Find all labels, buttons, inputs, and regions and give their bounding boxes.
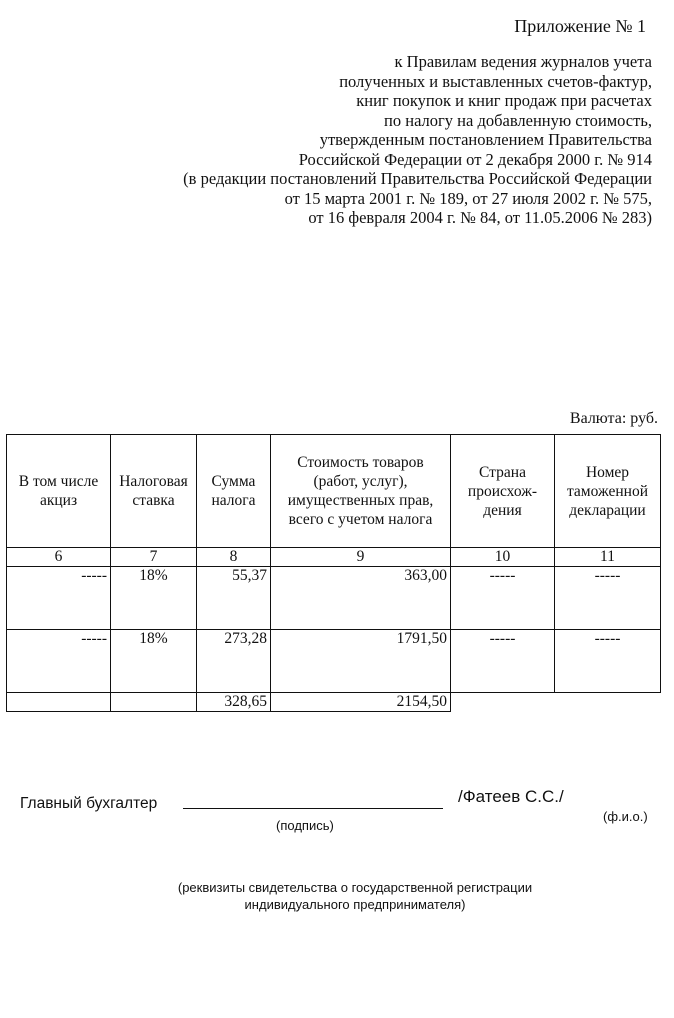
country-cell: ----- [451, 567, 555, 630]
tax-rate-cell: 18% [111, 630, 197, 693]
table-header-row [7, 435, 661, 548]
column-header-total-cost: Стоимость товаров (работ, услуг), имущественных прав, всего с учетом налога [271, 435, 451, 548]
empty-cell [555, 693, 661, 712]
invoice-table [6, 434, 661, 712]
declaration-cell: ----- [555, 567, 661, 630]
reference-line: от 16 февраля 2004 г. № 84, от 11.05.2006 № 283) [308, 208, 652, 227]
column-header-tax-rate: Налоговая ставка [111, 435, 197, 548]
column-number: 6 [7, 548, 111, 567]
signature-line [183, 808, 443, 809]
column-number: 9 [271, 548, 451, 567]
country-cell: ----- [451, 630, 555, 693]
chief-accountant-label: Главный бухгалтер [20, 795, 158, 812]
table-row [7, 630, 661, 693]
tax-amount-cell: 273,28 [197, 630, 271, 693]
empty-cell [451, 693, 555, 712]
registration-note-line: индивидуального предпринимателя) [244, 897, 466, 912]
totals-row [7, 693, 661, 712]
reference-line: от 15 марта 2001 г. № 189, от 27 июля 2002 г. № 575, [284, 188, 652, 208]
reference-line: утвержденным постановлением Правительства [319, 130, 652, 149]
declaration-cell: ----- [555, 630, 661, 693]
reference-line: к Правилам ведения журналов учета [394, 52, 652, 71]
fio-caption: (ф.и.о.) [603, 809, 648, 824]
tax-rate-cell: 18% [111, 567, 197, 630]
reference-line: (в редакции постановлений Правительства Российской Федерации [183, 169, 652, 188]
column-number-row [7, 548, 661, 567]
signature-caption: (подпись) [276, 818, 334, 833]
reference-line: по налогу на добавленную стоимость, [384, 110, 652, 130]
currency-label: Валюта: руб. [569, 410, 658, 427]
reference-line: книг покупок и книг продаж при расчетах [356, 91, 652, 110]
empty-cell [111, 693, 197, 712]
empty-cell [7, 693, 111, 712]
column-number: 8 [197, 548, 271, 567]
column-header-declaration: Номер таможенной декларации [555, 435, 661, 548]
total-cost-cell: 363,00 [271, 567, 451, 630]
accountant-name: /Фатеев С.С./ [458, 787, 564, 806]
column-number: 10 [451, 548, 555, 567]
regulation-reference [52, 52, 652, 228]
tax-amount-cell: 55,37 [197, 567, 271, 630]
total-cost-cell: 1791,50 [271, 630, 451, 693]
excise-cell: ----- [7, 567, 111, 630]
total-cost-amount: 2154,50 [271, 693, 451, 712]
table-row [7, 567, 661, 630]
column-header-country: Страна происхож-дения [451, 435, 555, 548]
reference-line: полученных и выставленных счетов-фактур, [339, 71, 652, 91]
excise-cell: ----- [7, 630, 111, 693]
column-number: 11 [555, 548, 661, 567]
total-tax-amount: 328,65 [197, 693, 271, 712]
column-number: 7 [111, 548, 197, 567]
appendix-title: Приложение № 1 [514, 16, 646, 36]
reference-line: Российской Федерации от 2 декабря 2000 г. № 914 [298, 149, 652, 169]
registration-note [0, 879, 674, 913]
column-header-excise: В том числе акциз [7, 435, 111, 548]
registration-note-line: (реквизиты свидетельства о государственной регистрации [177, 880, 533, 895]
column-header-tax-amount: Сумма налога [197, 435, 271, 548]
